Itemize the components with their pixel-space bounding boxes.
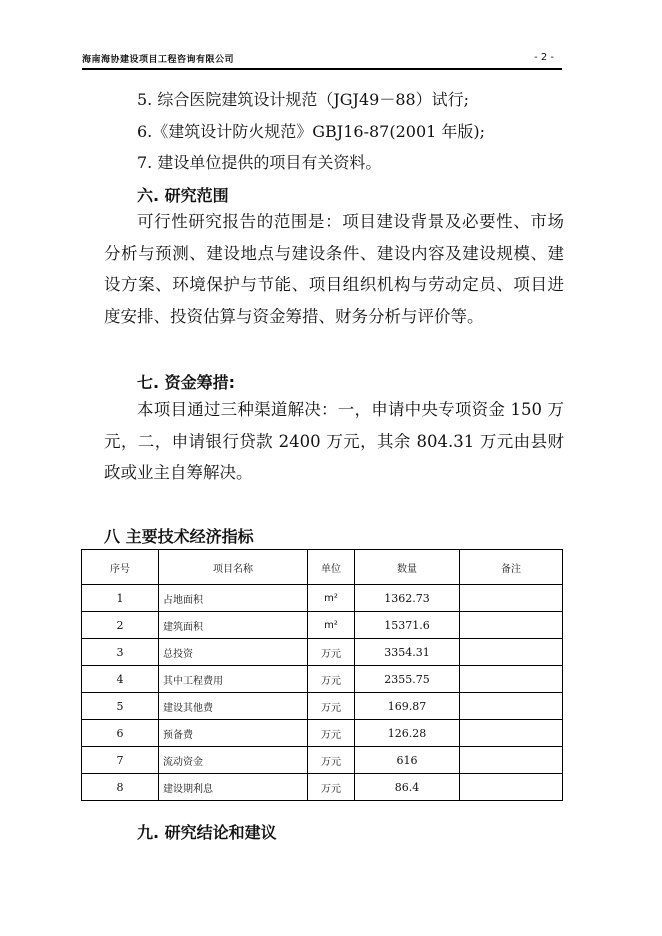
- section7-body: 本项目通过三种渠道解决：一，申请中央专项资金 150 万元，二，申请银行贷款 2400 万元，其余 804.31 万元由县财政或业主自筹解决。: [104, 400, 564, 482]
- table-row: [82, 666, 563, 693]
- table-row: [82, 747, 563, 774]
- cell-name: 建设期利息: [159, 774, 308, 801]
- cell-note: [460, 747, 563, 774]
- cell-note: [460, 720, 563, 747]
- table-row: [82, 585, 563, 612]
- table-row: [82, 720, 563, 747]
- cell-name: 总投资: [159, 639, 308, 666]
- section6-heading: 六. 研究范围: [137, 186, 229, 205]
- cell-name: 占地面积: [159, 585, 308, 612]
- cell-name: 流动资金: [159, 747, 308, 774]
- page-header: [82, 50, 562, 70]
- cell-unit: 万元: [308, 693, 355, 720]
- col-header-qty: 数量: [355, 550, 460, 585]
- cell-qty: 15371.6: [355, 612, 460, 639]
- cell-unit: 万元: [308, 639, 355, 666]
- page-number: - 2 -: [534, 52, 554, 63]
- section8-heading: 八 主要技术经济指标: [104, 527, 254, 546]
- indicators-table: [81, 549, 563, 801]
- cell-qty: 616: [355, 747, 460, 774]
- cell-note: [460, 666, 563, 693]
- cell-note: [460, 693, 563, 720]
- cell-qty: 3354.31: [355, 639, 460, 666]
- table-row: [82, 693, 563, 720]
- col-header-no: 序号: [82, 550, 159, 585]
- table-header-row: [82, 550, 563, 585]
- cell-no: 2: [82, 612, 159, 639]
- cell-note: [460, 612, 563, 639]
- table-row: [82, 612, 563, 639]
- cell-qty: 2355.75: [355, 666, 460, 693]
- cell-note: [460, 639, 563, 666]
- cell-name: 其中工程费用: [159, 666, 308, 693]
- cell-unit: 万元: [308, 720, 355, 747]
- cell-no: 1: [82, 585, 159, 612]
- section7-heading: 七. 资金筹措:: [137, 373, 236, 392]
- reference-item-6: 6.《建筑设计防火规范》GBJ16-87(2001 年版);: [137, 122, 486, 141]
- cell-name: 建筑面积: [159, 612, 308, 639]
- cell-no: 4: [82, 666, 159, 693]
- cell-unit: m²: [308, 585, 355, 612]
- company-name: 海南海协建设项目工程咨询有限公司: [82, 55, 235, 65]
- table-row: [82, 774, 563, 801]
- reference-item-5: 5. 综合医院建筑设计规范（JGJ49－88）试行;: [137, 90, 470, 109]
- cell-unit: 万元: [308, 666, 355, 693]
- cell-unit: 万元: [308, 747, 355, 774]
- cell-qty: 1362.73: [355, 585, 460, 612]
- col-header-unit: 单位: [308, 550, 355, 585]
- cell-note: [460, 585, 563, 612]
- section9-heading: 九. 研究结论和建议: [137, 823, 277, 842]
- cell-unit: 万元: [308, 774, 355, 801]
- cell-qty: 86.4: [355, 774, 460, 801]
- reference-item-7: 7. 建设单位提供的项目有关资料。: [137, 153, 382, 172]
- cell-name: 预备费: [159, 720, 308, 747]
- cell-unit: m²: [308, 612, 355, 639]
- cell-name: 建设其他费: [159, 693, 308, 720]
- cell-qty: 126.28: [355, 720, 460, 747]
- cell-no: 7: [82, 747, 159, 774]
- section6-body: 可行性研究报告的范围是：项目建设背景及必要性、市场分析与预测、建设地点与建设条件、建设内容及建设规模、建设方案、环境保护与节能、项目组织机构与劳动定员、项目进度安排、投资估算与资金筹措、财务分析与评价等。: [104, 212, 564, 326]
- cell-no: 8: [82, 774, 159, 801]
- cell-no: 6: [82, 720, 159, 747]
- cell-note: [460, 774, 563, 801]
- cell-no: 5: [82, 693, 159, 720]
- col-header-name: 项目名称: [159, 550, 308, 585]
- cell-no: 3: [82, 639, 159, 666]
- col-header-note: 备注: [460, 550, 563, 585]
- table-row: [82, 639, 563, 666]
- cell-qty: 169.87: [355, 693, 460, 720]
